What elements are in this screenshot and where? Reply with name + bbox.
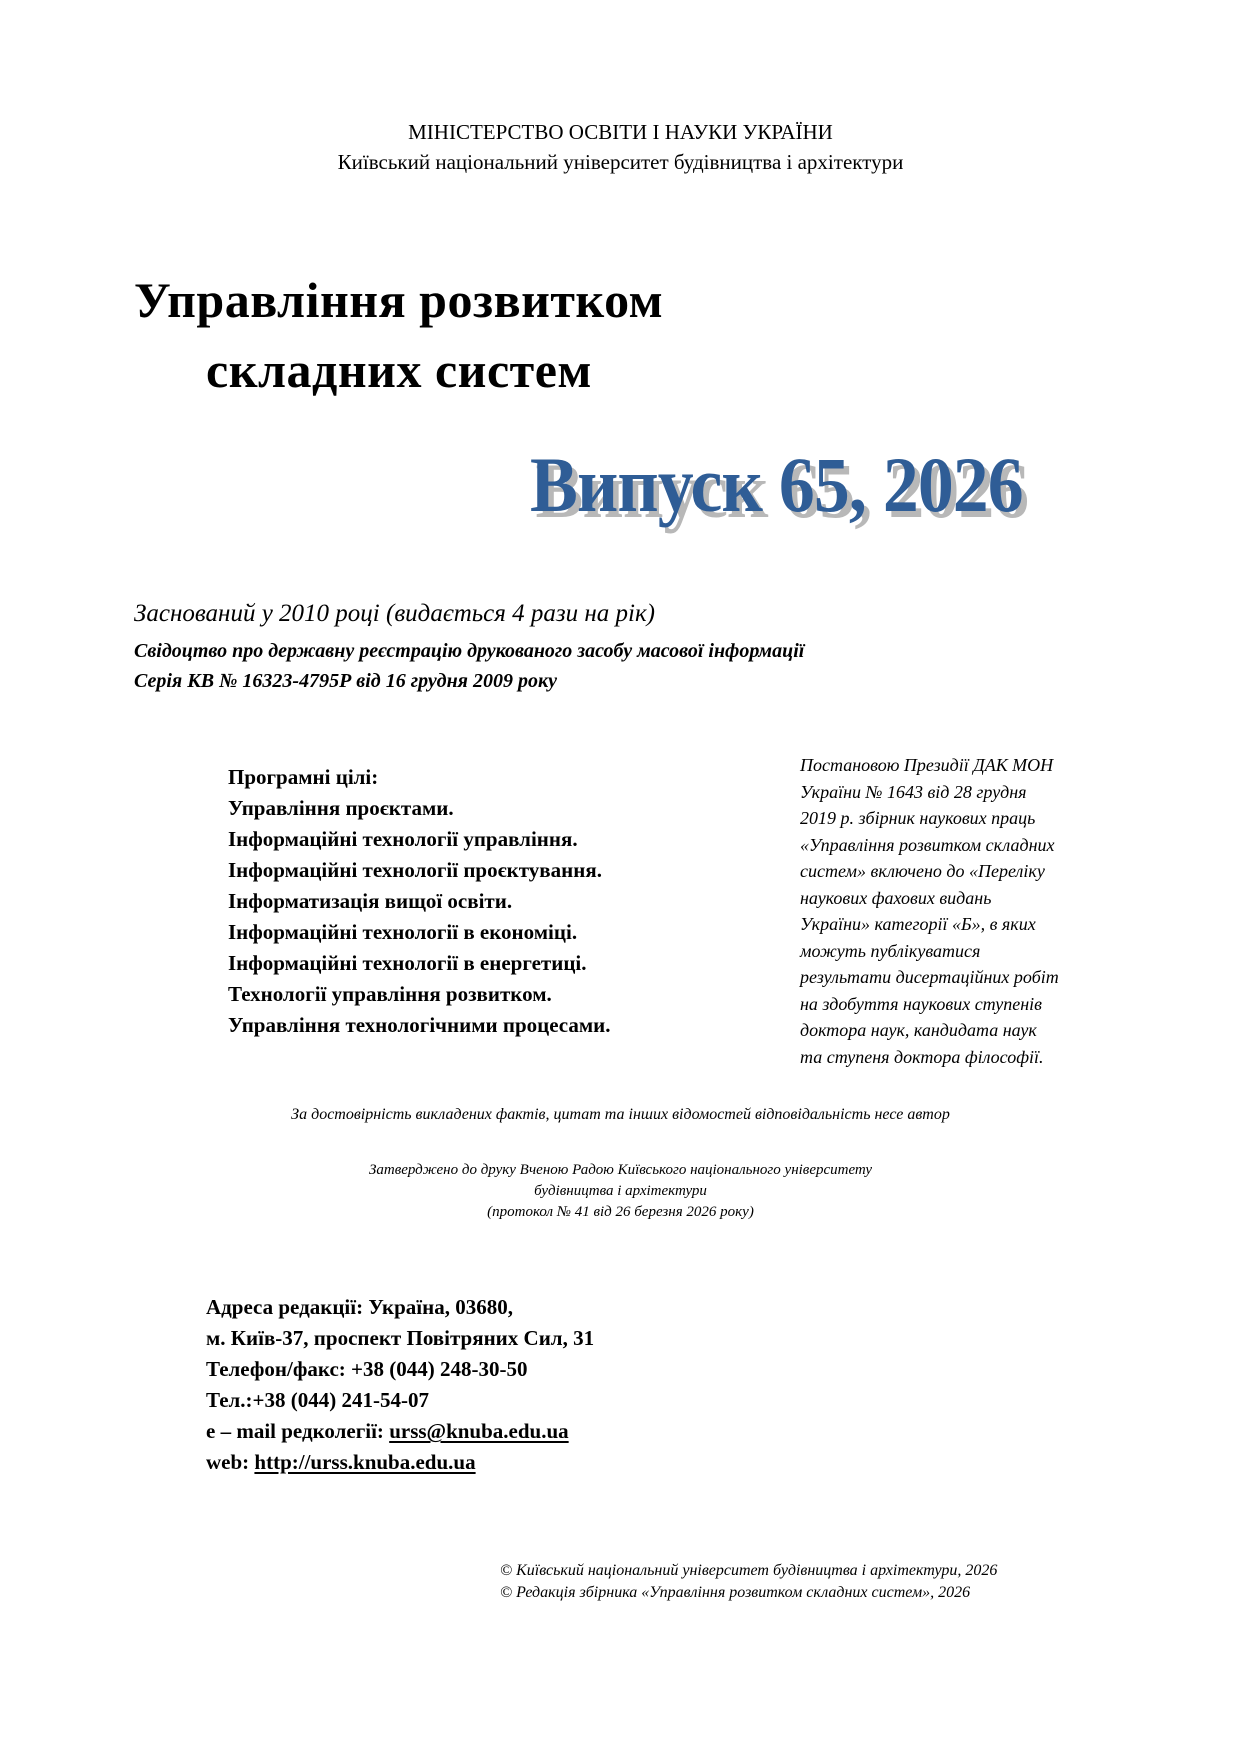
founded-note: Заснований у 2010 році (видається 4 рази на рік) <box>134 600 655 627</box>
registration-certificate <box>134 636 804 696</box>
decree-note <box>800 752 1130 1070</box>
web-label: web: <box>206 1450 255 1474</box>
approval-line1: Затверджено до друку Вченою Радою Київського національного університету <box>368 1162 873 1178</box>
decree-line: результати дисертаційних робіт <box>800 967 1059 987</box>
decree-line: доктора наук, кандидата наук <box>800 1020 1037 1040</box>
certificate-line1: Свідоцтво про державну реєстрацію друкованого засобу масової інформації <box>134 640 805 662</box>
goal-item: Управління проєктами. <box>228 796 454 820</box>
decree-line: та ступеня доктора філософії. <box>800 1046 1044 1067</box>
decree-line: наукових фахових видань <box>800 887 992 908</box>
approval-line2: будівництва і архітектури <box>534 1183 707 1199</box>
phone-fax: Телефон/факс: +38 (044) 248-30-50 <box>206 1357 528 1381</box>
email-row <box>206 1416 594 1447</box>
decree-line: 2019 р. збірник наукових праць <box>800 808 1036 828</box>
issue-number: Випуск 65, 2026 <box>530 441 1023 528</box>
copyright-line1: © Київський національний університет будівництва і архітектури, 2026 <box>500 1562 998 1579</box>
editorial-contacts <box>206 1292 594 1478</box>
phone: Тел.:+38 (044) 241-54-07 <box>206 1388 429 1412</box>
journal-title-line2: складних систем <box>206 342 592 398</box>
certificate-line2: Серія КВ № 16323-4795Р від 16 грудня 2009 року <box>134 670 557 692</box>
decree-line: Постановою Президії ДАК МОН <box>800 755 1054 775</box>
goal-item: Інформаційні технології в економіці. <box>228 920 578 944</box>
decree-line: «Управління розвитком складних <box>800 834 1055 855</box>
address-line2: м. Київ-37, проспект Повітряних Сил, 31 <box>206 1326 595 1350</box>
approval-note <box>0 1160 1241 1223</box>
program-goals-heading: Програмні цілі: <box>228 765 379 789</box>
decree-line: України» категорії «Б», в яких <box>800 914 1036 934</box>
journal-title-line1: Управління розвитком <box>134 272 664 328</box>
approval-line3: (протокол № 41 від 26 березня 2026 року) <box>487 1204 754 1220</box>
university-name: Київський національний університет будівництва і архітектури <box>337 150 904 174</box>
goal-item: Інформатизація вищої освіти. <box>228 889 513 913</box>
decree-line: систем» включено до «Переліку <box>800 861 1045 881</box>
copyright-line2: © Редакція збірника «Управління розвитком складних систем», 2026 <box>500 1584 971 1601</box>
ministry-name: МІНІСТЕРСТВО ОСВІТИ І НАУКИ УКРАЇНИ <box>408 120 833 144</box>
goal-item: Інформаційні технології управління. <box>228 827 578 851</box>
web-link[interactable]: http://urss.knuba.edu.ua <box>254 1450 476 1474</box>
address-line1: Адреса редакції: Україна, 03680, <box>206 1295 513 1319</box>
header-block <box>0 117 1241 177</box>
goal-item: Управління технологічними процесами. <box>228 1013 611 1037</box>
disclaimer: За достовірність викладених фактів, цитат та інших відомостей відповідальність несе автор <box>291 1106 950 1123</box>
email-link[interactable]: urss@knuba.edu.ua <box>389 1419 569 1443</box>
goal-item: Інформаційні технології проєктування. <box>228 858 602 882</box>
goal-item: Інформаційні технології в енергетиці. <box>228 951 587 975</box>
copyright-block <box>500 1560 997 1604</box>
goal-item: Технології управління розвитком. <box>228 982 552 1006</box>
decree-line: можуть публікуватися <box>800 940 981 961</box>
program-goals <box>228 762 611 1041</box>
decree-line: на здобуття наукових ступенів <box>800 993 1042 1014</box>
decree-line: України № 1643 від 28 грудня <box>800 781 1027 802</box>
web-row <box>206 1447 594 1478</box>
email-label: e – mail редколегії: <box>206 1419 390 1443</box>
